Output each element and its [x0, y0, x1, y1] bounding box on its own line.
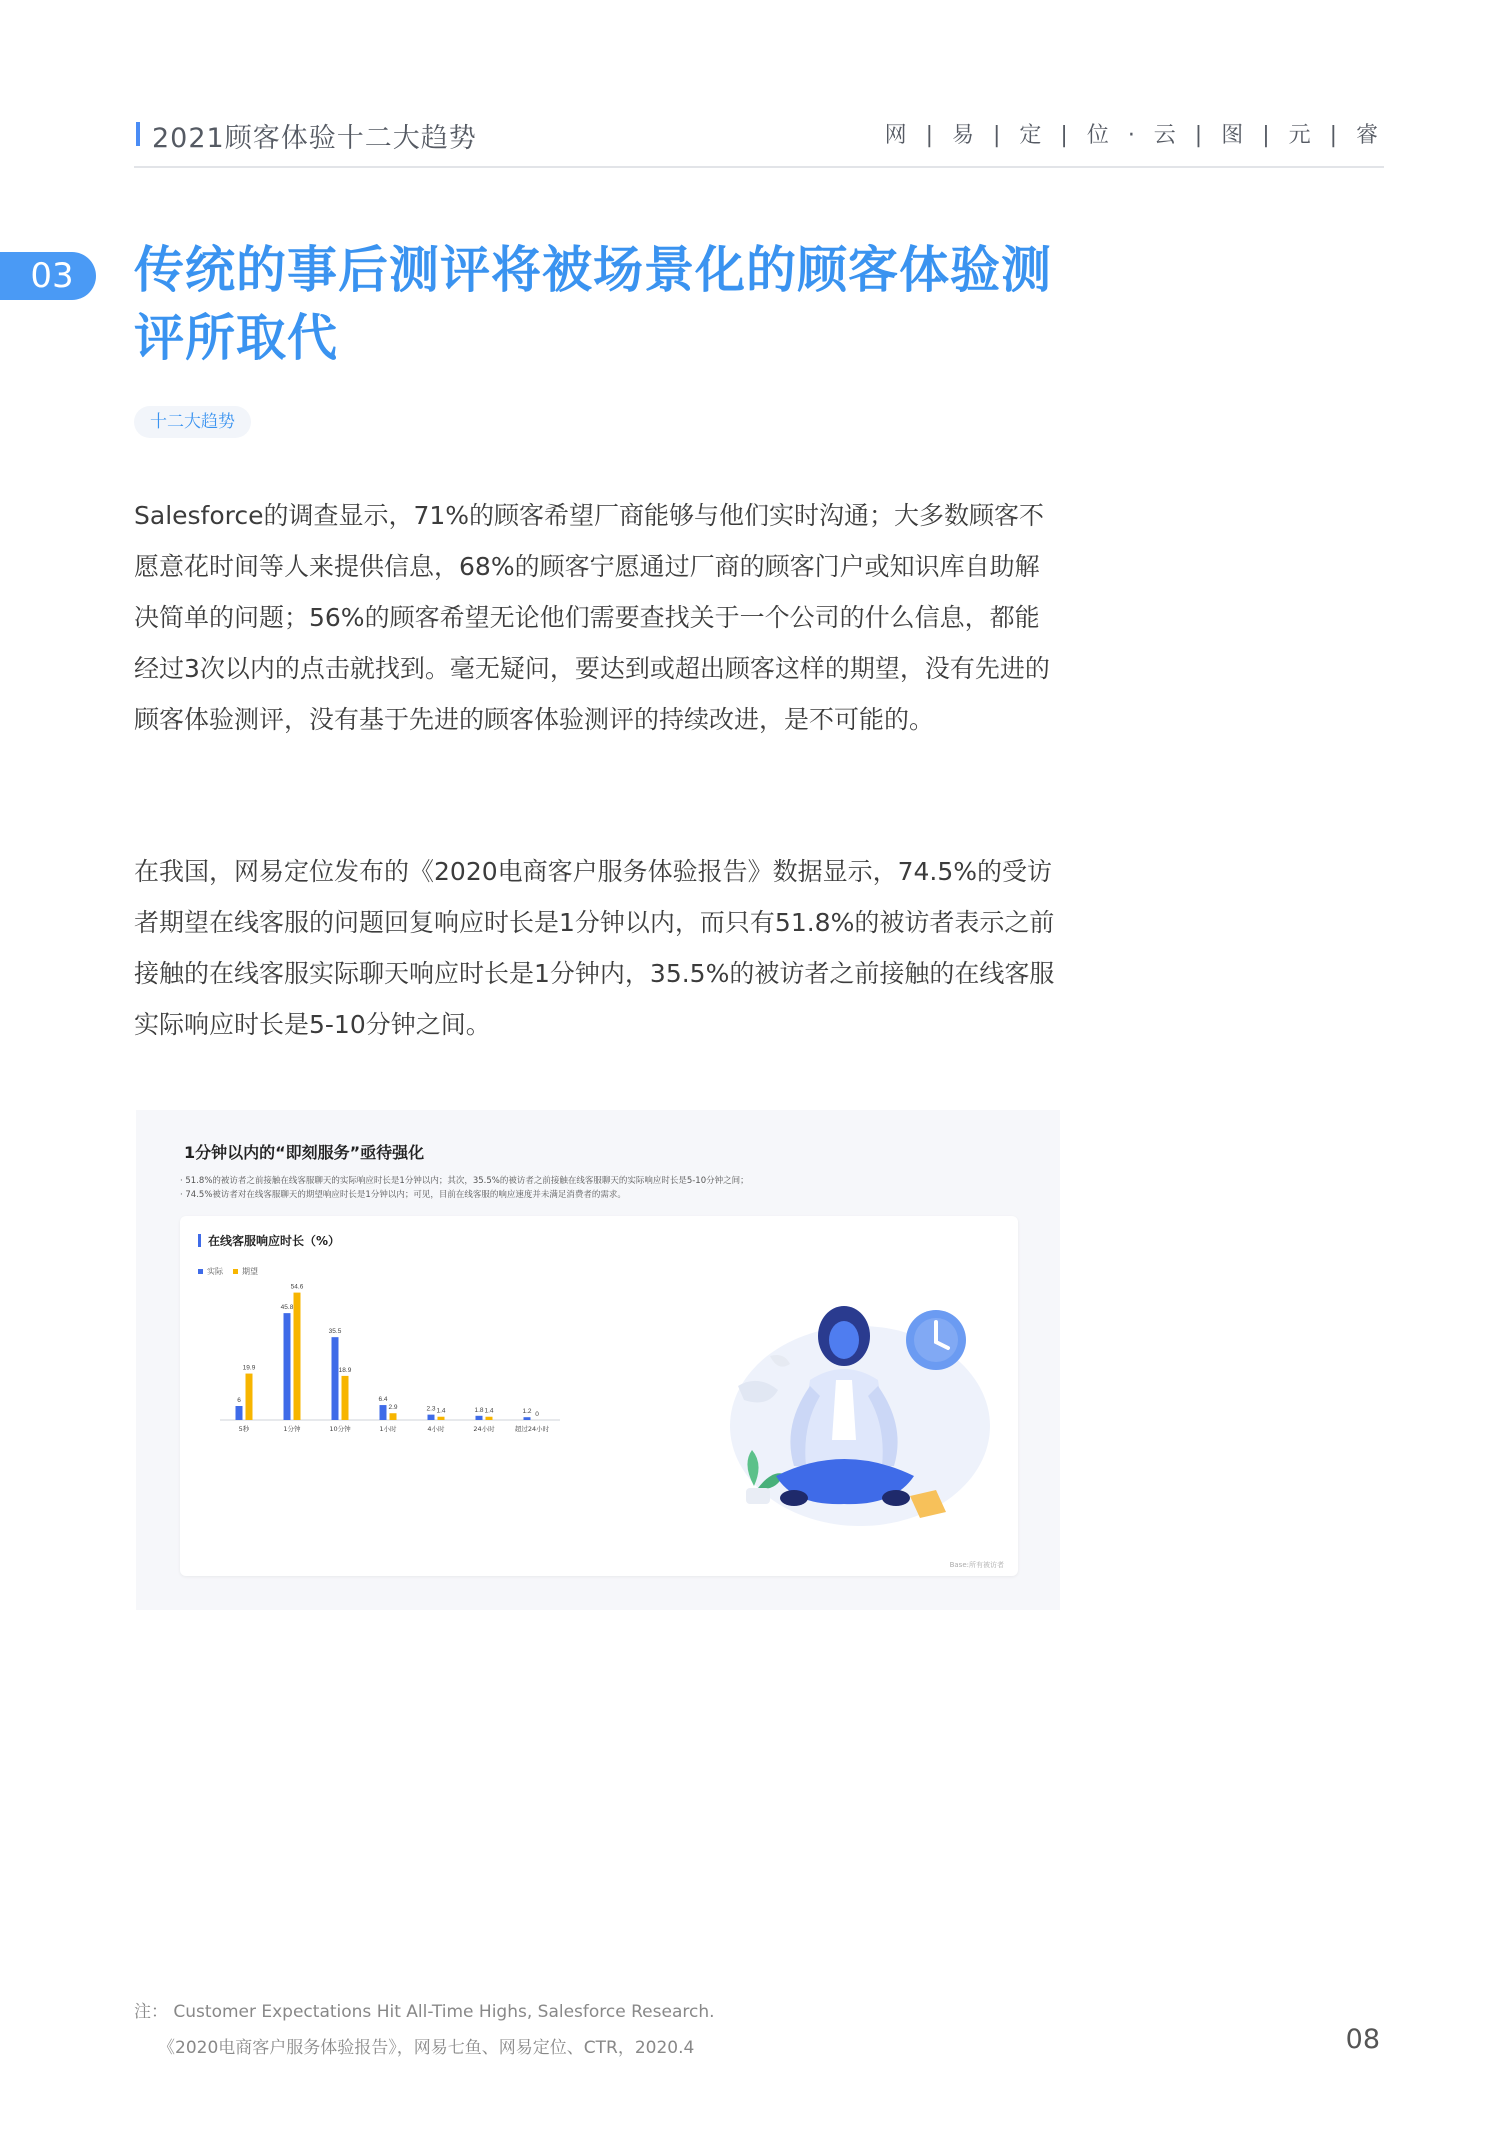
bar-expected — [246, 1374, 253, 1420]
bar-expected — [342, 1376, 349, 1420]
footnote-1: 注： Customer Expectations Hit All-Time Highs, Salesforce Research. — [134, 2002, 715, 2022]
header-accent-bar — [136, 122, 140, 146]
data-label: 6.4 — [378, 1396, 388, 1404]
x-tick-label: 5秒 — [238, 1425, 250, 1433]
figure-title: 1分钟以内的“即刻服务”亟待强化 — [184, 1143, 425, 1162]
bar-actual — [428, 1415, 435, 1420]
page-number: 08 — [1345, 2024, 1380, 2055]
header-title: 2021顾客体验十二大趋势 — [152, 123, 477, 154]
x-tick-label: 1小时 — [379, 1425, 397, 1433]
body-paragraph-2: 在我国，网易定位发布的《2020电商客户服务体验报告》数据显示，74.5%的受访者期望在线客服的问题回复响应时长是1分钟以内，而只有51.8%的被访者表示之前接触的在线客服实际聊天响应时长是1分钟内，35.5%的被访者之前接触的在线客服实际响应时长是5-10分钟之间。 — [134, 857, 1055, 1039]
x-tick-label: 超过24小时 — [514, 1425, 550, 1433]
person-face — [829, 1321, 859, 1359]
data-label: 54.6 — [290, 1283, 304, 1291]
data-label: 6 — [237, 1397, 241, 1404]
section-title: 传统的事后测评将被场景化的顾客体验测评所取代 — [134, 241, 1052, 367]
bar-actual — [524, 1417, 531, 1420]
bar-actual — [332, 1337, 339, 1420]
section-tag: 十二大趋势 — [134, 406, 251, 438]
person-shirt — [832, 1380, 856, 1440]
chart-card — [180, 1216, 1018, 1576]
x-tick-label: 10分钟 — [329, 1425, 351, 1433]
data-label: 45.8 — [280, 1304, 294, 1312]
person-left-foot — [780, 1490, 808, 1506]
bar-actual — [284, 1313, 291, 1420]
bar-actual — [236, 1406, 243, 1420]
page-header — [134, 112, 1384, 168]
header-brand: 网 | 易 | 定 | 位 · 云 | 图 | 元 | 睿 — [884, 123, 1384, 148]
data-label: 2.3 — [426, 1405, 436, 1413]
data-label: 1.4 — [436, 1407, 446, 1415]
chart-title: 在线客服响应时长（%） — [208, 1234, 341, 1248]
data-label: 18.9 — [338, 1366, 352, 1374]
section-number-badge: 03 — [0, 252, 96, 300]
base-note: Base:所有被访者 — [949, 1561, 1004, 1569]
data-label: 1.8 — [474, 1406, 484, 1414]
legend-label-actual: 实际 — [207, 1267, 223, 1276]
footnote-2: 《2020电商客户服务体验报告》，网易七鱼、网易定位、CTR，2020.4 — [158, 2038, 695, 2058]
data-label: 35.5 — [328, 1328, 342, 1336]
bar-actual — [476, 1416, 483, 1420]
x-tick-label: 1分钟 — [283, 1425, 301, 1433]
bar-expected — [390, 1413, 397, 1420]
data-label: 1.4 — [484, 1407, 494, 1415]
plant-pot-icon — [746, 1488, 770, 1504]
legend-label-expected: 期望 — [242, 1267, 258, 1276]
bar-expected — [438, 1417, 445, 1420]
x-tick-label: 24小时 — [473, 1425, 495, 1433]
figure-note-2: · 74.5%被访者对在线客服聊天的期望响应时长是1分钟以内；可见，目前在线客服的响应速度并未满足消费者的需求。 — [180, 1190, 626, 1200]
chart-figure — [136, 1110, 1060, 1610]
body-paragraph-1: Salesforce的调查显示，71%的顾客希望厂商能够与他们实时沟通；大多数顾客不愿意花时间等人来提供信息，68%的顾客宁愿通过厂商的顾客门户或知识库自助解决简单的问题；56%的顾客希望无论他们需要查找关于一个公司的什么信息，都能经过3次以内的点击就找到。毫无疑问，要达到或超出顾客这样的期望，没有先进的顾客体验测评，没有基于先进的顾客体验测评的持续改进，是不可能的。 — [134, 501, 1050, 734]
meditation-illustration — [710, 1276, 1000, 1556]
bar-expected — [486, 1417, 493, 1420]
data-label: 0 — [535, 1411, 539, 1418]
data-label: 2.9 — [388, 1404, 398, 1412]
data-label: 19.9 — [242, 1364, 256, 1372]
bar-actual — [380, 1405, 387, 1420]
person-right-foot — [882, 1490, 910, 1506]
figure-note-1: · 51.8%的被访者之前接触在线客服聊天的实际响应时长是1分钟以内；其次，35.5%的被访者之前接触在线客服聊天的实际响应时长是5-10分钟之间； — [180, 1176, 749, 1186]
data-label: 1.2 — [522, 1408, 532, 1416]
bar-expected — [294, 1293, 301, 1420]
x-tick-label: 4小时 — [427, 1425, 445, 1433]
